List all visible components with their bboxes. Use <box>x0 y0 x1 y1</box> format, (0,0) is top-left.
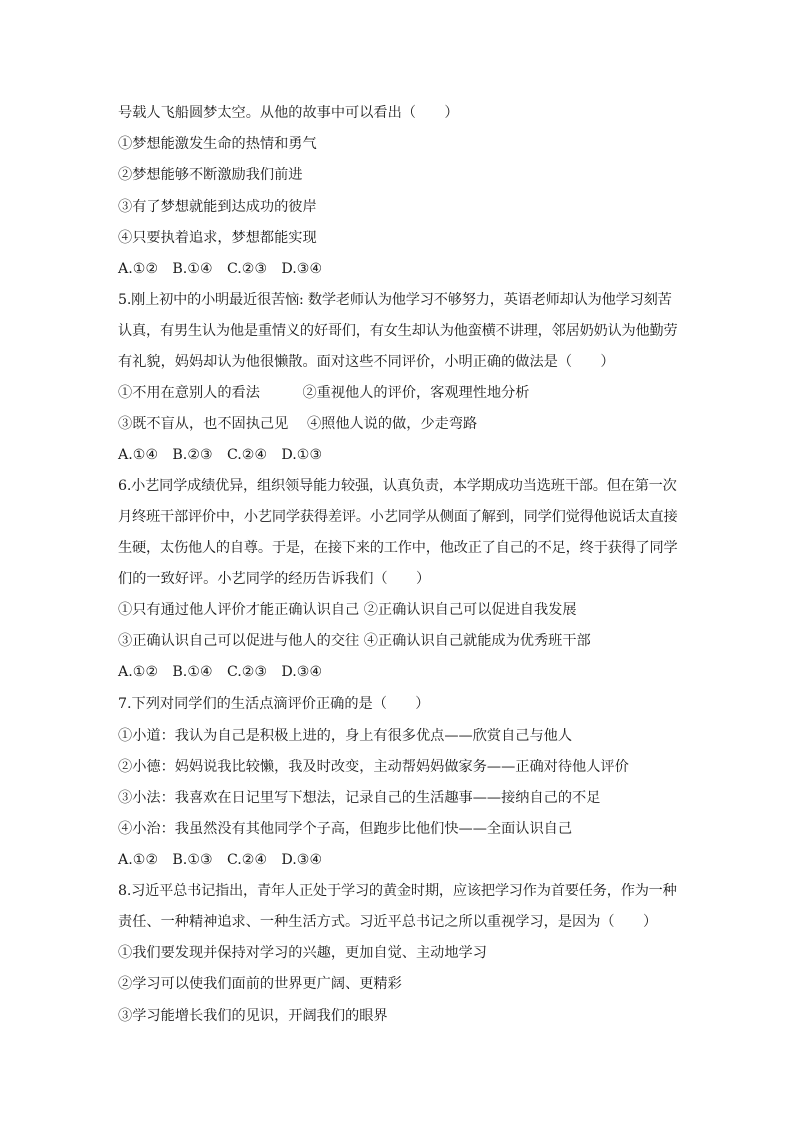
q8-stem-line-1: 8.习近平总书记指出，青年人正处于学习的黄金时期，应该把学习作为首要任务，作为一种 <box>118 883 677 899</box>
q7-answer-choices: A.①② B.①③ C.②④ D.③④ <box>118 852 323 868</box>
q8-option-1: ①我们要发现并保持对学习的兴趣，更加自觉、主动地学习 <box>118 945 487 961</box>
q7-option-1: ①小道：我认为自己是积极上进的，身上有很多优点——欣赏自己与他人 <box>118 728 573 744</box>
q6-answer-choices: A.①② B.①④ C.②③ D.③④ <box>118 664 323 680</box>
q5-stem-line-1: 5.刚上初中的小明最近很苦恼: 数学老师认为他学习不够努力，英语老师却认为他学习刻苦 <box>118 292 672 308</box>
q8-option-2: ②学习可以使我们面前的世界更广阔、更精彩 <box>118 976 402 992</box>
q7-option-3: ③小法：我喜欢在日记里写下想法，记录自己的生活趣事——接纳自己的不足 <box>118 790 601 806</box>
q4-option-2: ②梦想能够不断激励我们前进 <box>118 167 303 183</box>
q5-answer-choices: A.①④ B.②③ C.②④ D.①③ <box>118 447 323 463</box>
q6-stem-line-2: 月终班干部评价中，小艺同学获得差评。小艺同学从侧面了解到，同学们觉得他说话太直接 <box>118 509 678 525</box>
q6-stem-line-3: 生硬，太伤他人的自尊。于是，在接下来的工作中，他改正了自己的不足，终于获得了同学 <box>118 540 678 556</box>
q7-stem: 7.下列对同学们的生活点滴评价正确的是（ ） <box>118 696 430 712</box>
q7-option-4: ④小治：我虽然没有其他同学个子高，但跑步比他们快——全面认识自己 <box>118 821 573 837</box>
q6-options-3-4: ③正确认识自己可以促进与他人的交往 ④正确认识自己就能成为优秀班干部 <box>118 633 591 649</box>
q5-options-1-2: ①不用在意别人的看法 ②重视他人的评价，客观理性地分析 <box>118 385 530 401</box>
q4-stem-tail: 号载人飞船圆梦太空。从他的故事中可以看出（ ） <box>118 105 459 121</box>
q4-option-4: ④只要执着追求，梦想都能实现 <box>118 230 317 246</box>
q8-stem-line-2: 责任、一种精神追求、一种生活方式。习近平总书记之所以重视学习，是因为（ ） <box>118 914 658 930</box>
q5-stem-line-2: 认真，有男生认为他是重情义的好哥们，有女生却认为他蛮横不讲理，邻居奶奶认为他勤劳 <box>118 323 678 339</box>
q6-stem-line-4: 们的一致好评。小艺同学的经历告诉我们（ ） <box>118 571 431 587</box>
q4-answer-choices: A.①② B.①④ C.②③ D.③④ <box>118 261 323 277</box>
q8-option-3: ③学习能增长我们的见识，开阔我们的眼界 <box>118 1008 388 1024</box>
q5-stem-line-3: 有礼貌，妈妈却认为他很懒散。面对这些不同评价，小明正确的做法是（ ） <box>118 354 615 370</box>
q6-options-1-2: ①只有通过他人评价才能正确认识自己 ②正确认识自己可以促进自我发展 <box>118 602 577 618</box>
q6-stem-line-1: 6.小艺同学成绩优异，组织领导能力较强，认真负责，本学期成功当选班干部。但在第一次 <box>118 478 677 494</box>
q7-option-2: ②小德：妈妈说我比较懒，我及时改变，主动帮妈妈做家务——正确对待他人评价 <box>118 759 629 775</box>
q4-option-3: ③有了梦想就能到达成功的彼岸 <box>118 199 317 215</box>
q5-options-3-4: ③既不盲从，也不固执己见 ④照他人说的做，少走弯路 <box>118 416 478 432</box>
q4-option-1: ①梦想能激发生命的热情和勇气 <box>118 136 317 152</box>
